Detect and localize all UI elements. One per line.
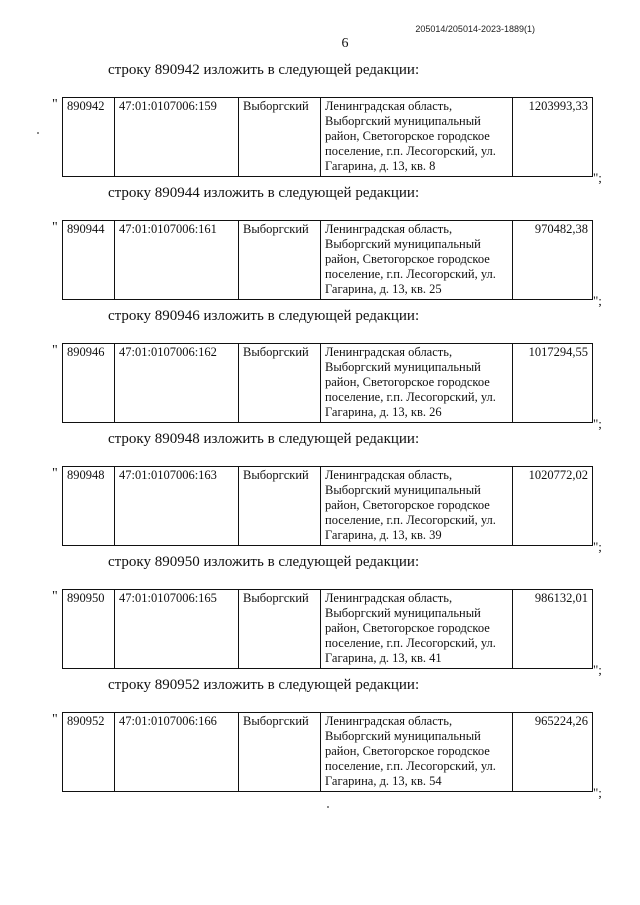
cadastral-value-cell: 1017294,55 (513, 344, 593, 423)
open-quote: " (52, 343, 58, 358)
amendment-instruction: строку 890942 изложить в следующей редакции: (108, 62, 420, 78)
registry-row-table (62, 343, 593, 423)
amendment-instruction: строку 890952 изложить в следующей редакции: (108, 677, 420, 693)
open-quote: " (52, 466, 58, 481)
address-cell: Ленинградская область, Выборгский муниципальный район, Светогорское городское поселение, г.п. Лесогорский, ул. Гагарина, д. 13, кв. 41 (321, 590, 513, 669)
document-id: 205014/205014-2023-1889(1) (415, 24, 535, 34)
registry-row-table (62, 466, 593, 546)
cadastral-number-cell: 47:01:0107006:165 (115, 590, 239, 669)
close-quote: "; (593, 170, 602, 185)
registry-row-table (62, 220, 593, 300)
registry-row-table (62, 97, 593, 177)
open-quote: " (52, 589, 58, 604)
amendment-instruction: строку 890950 изложить в следующей редакции: (108, 554, 420, 570)
row-number-cell: 890944 (63, 221, 115, 300)
cadastral-value-cell: 986132,01 (513, 590, 593, 669)
cadastral-number-cell: 47:01:0107006:159 (115, 98, 239, 177)
table-row (63, 713, 593, 792)
cadastral-number-cell: 47:01:0107006:161 (115, 221, 239, 300)
table-row (63, 467, 593, 546)
address-cell: Ленинградская область, Выборгский муниципальный район, Светогорское городское поселение, г.п. Лесогорский, ул. Гагарина, д. 13, кв. 26 (321, 344, 513, 423)
address-cell: Ленинградская область, Выборгский муниципальный район, Светогорское городское поселение, г.п. Лесогорский, ул. Гагарина, д. 13, кв. 54 (321, 713, 513, 792)
address-cell: Ленинградская область, Выборгский муниципальный район, Светогорское городское поселение, г.п. Лесогорский, ул. Гагарина, д. 13, кв. 39 (321, 467, 513, 546)
district-cell: Выборгский (239, 467, 321, 546)
registry-row-table (62, 712, 593, 792)
row-number-cell: 890948 (63, 467, 115, 546)
cadastral-number-cell: 47:01:0107006:163 (115, 467, 239, 546)
open-quote: " (52, 220, 58, 235)
cadastral-value-cell: 970482,38 (513, 221, 593, 300)
close-quote: "; (593, 416, 602, 431)
registry-row-table (62, 589, 593, 669)
amendment-instruction: строку 890946 изложить в следующей редакции: (108, 308, 420, 324)
row-number-cell: 890946 (63, 344, 115, 423)
amendment-instruction: строку 890948 изложить в следующей редакции: (108, 431, 420, 447)
open-quote: " (52, 97, 58, 112)
cadastral-value-cell: 1203993,33 (513, 98, 593, 177)
row-number-cell: 890952 (63, 713, 115, 792)
cadastral-value-cell: 1020772,02 (513, 467, 593, 546)
cadastral-value-cell: 965224,26 (513, 713, 593, 792)
table-row (63, 344, 593, 423)
district-cell: Выборгский (239, 221, 321, 300)
row-number-cell: 890942 (63, 98, 115, 177)
address-cell: Ленинградская область, Выборгский муниципальный район, Светогорское городское поселение, г.п. Лесогорский, ул. Гагарина, д. 13, кв. 8 (321, 98, 513, 177)
close-quote: "; (593, 662, 602, 677)
close-quote: "; (593, 785, 602, 800)
district-cell: Выборгский (239, 713, 321, 792)
table-row (63, 221, 593, 300)
close-quote: "; (593, 539, 602, 554)
district-cell: Выборгский (239, 590, 321, 669)
district-cell: Выборгский (239, 344, 321, 423)
amendment-instruction: строку 890944 изложить в следующей редакции: (108, 185, 420, 201)
cadastral-number-cell: 47:01:0107006:166 (115, 713, 239, 792)
district-cell: Выборгский (239, 98, 321, 177)
scan-speck (37, 132, 39, 134)
cadastral-number-cell: 47:01:0107006:162 (115, 344, 239, 423)
address-cell: Ленинградская область, Выборгский муниципальный район, Светогорское городское поселение, г.п. Лесогорский, ул. Гагарина, д. 13, кв. 25 (321, 221, 513, 300)
close-quote: "; (593, 293, 602, 308)
table-row (63, 98, 593, 177)
open-quote: " (52, 712, 58, 727)
table-row (63, 590, 593, 669)
row-number-cell: 890950 (63, 590, 115, 669)
page-number: 6 (341, 36, 349, 51)
scan-speck (327, 806, 329, 808)
